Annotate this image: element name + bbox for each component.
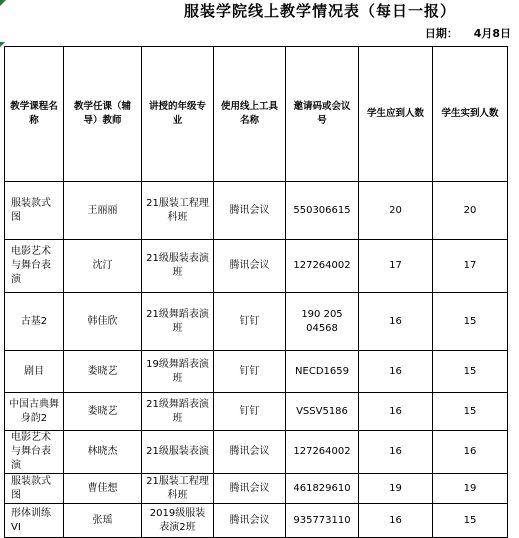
- table-row: [5, 182, 508, 240]
- cell-actual[interactable]: 20: [433, 182, 508, 240]
- cell-teacher[interactable]: 韩佳欣: [64, 293, 142, 351]
- cell-teacher[interactable]: 沈汀: [64, 240, 142, 293]
- cell-actual[interactable]: 17: [433, 240, 508, 293]
- cell-invite-code[interactable]: 935773110: [286, 504, 359, 538]
- cell-grade[interactable]: 21级舞蹈表演班: [142, 393, 214, 431]
- table-row: [5, 393, 508, 431]
- cell-course[interactable]: 剧目: [5, 351, 64, 393]
- cell-tool[interactable]: 腾讯会议: [214, 474, 286, 504]
- cell-tool[interactable]: 腾讯会议: [214, 182, 286, 240]
- cell-grade[interactable]: 21级服装表演: [142, 431, 214, 474]
- table-row: [5, 474, 508, 504]
- header-actual[interactable]: 学生实到人数: [433, 47, 508, 182]
- header-expected[interactable]: 学生应到人数: [359, 47, 433, 182]
- table-row: [5, 351, 508, 393]
- cell-tool[interactable]: 钉钉: [214, 393, 286, 431]
- cell-invite-code[interactable]: NECD1659: [286, 351, 359, 393]
- cell-tool[interactable]: 钉钉: [214, 351, 286, 393]
- cell-teacher[interactable]: 张瑶: [64, 504, 142, 538]
- cell-teacher[interactable]: 曹佳想: [64, 474, 142, 504]
- cell-teacher[interactable]: 林晓杰: [64, 431, 142, 474]
- sheet-title: 服装学院线上教学情况表（每日一报）: [183, 2, 456, 20]
- cell-grade[interactable]: 21级服装表演班: [142, 240, 214, 293]
- date-value: 4月8日: [473, 27, 511, 40]
- teaching-table: [4, 46, 508, 538]
- cell-expected[interactable]: 16: [359, 431, 433, 474]
- cell-teacher[interactable]: 娄晓艺: [64, 351, 142, 393]
- cell-teacher[interactable]: 王丽丽: [64, 182, 142, 240]
- cell-invite-code[interactable]: 461829610: [286, 474, 359, 504]
- table-row: [5, 293, 508, 351]
- cell-expected[interactable]: 19: [359, 474, 433, 504]
- cell-grade[interactable]: 21级舞蹈表演班: [142, 293, 214, 351]
- header-tool[interactable]: 使用线上工具名称: [214, 47, 286, 182]
- cell-course[interactable]: 古基2: [5, 293, 64, 351]
- cell-invite-code[interactable]: 127264002: [286, 431, 359, 474]
- header-row: [5, 47, 508, 182]
- cell-course[interactable]: 电影艺术与舞台表演: [5, 240, 64, 293]
- cell-tool[interactable]: 钉钉: [214, 293, 286, 351]
- cell-grade[interactable]: 2019级服装表演2班: [142, 504, 214, 538]
- cell-actual[interactable]: 15: [433, 393, 508, 431]
- cell-grade[interactable]: 21服装工程理科班: [142, 182, 214, 240]
- cell-actual[interactable]: 19: [433, 474, 508, 504]
- date-row: [425, 24, 511, 44]
- cell-course[interactable]: 服装款式图: [5, 474, 64, 504]
- cell-grade[interactable]: 19级舞蹈表演班: [142, 351, 214, 393]
- cell-course[interactable]: 电影艺术与舞台表演: [5, 431, 64, 474]
- table-row: [5, 240, 508, 293]
- cell-actual[interactable]: 16: [433, 431, 508, 474]
- date-label: 日期：: [424, 27, 458, 40]
- cell-tool[interactable]: 腾讯会议: [214, 504, 286, 538]
- cell-teacher[interactable]: 娄晓艺: [64, 393, 142, 431]
- cell-expected[interactable]: 16: [359, 393, 433, 431]
- cell-course[interactable]: 服装款式图: [5, 182, 64, 240]
- cell-invite-code[interactable]: VSSV5186: [286, 393, 359, 431]
- cell-course[interactable]: 形体训练VI: [5, 504, 64, 538]
- cell-invite-code[interactable]: 190 205 04568: [286, 293, 359, 351]
- header-invite-code[interactable]: 邀请码或会议号: [286, 47, 359, 182]
- cell-grade[interactable]: 21服装工程理科班: [142, 474, 214, 504]
- cell-expected[interactable]: 16: [359, 351, 433, 393]
- table-row: [5, 504, 508, 538]
- header-grade[interactable]: 讲授的年级专业: [142, 47, 214, 182]
- cell-expected[interactable]: 16: [359, 504, 433, 538]
- header-teacher[interactable]: 教学任课（辅导）教师: [64, 47, 142, 182]
- cell-expected[interactable]: 16: [359, 293, 433, 351]
- cell-expected[interactable]: 20: [359, 182, 433, 240]
- header-course[interactable]: 教学课程名称: [5, 47, 64, 182]
- cell-invite-code[interactable]: 127264002: [286, 240, 359, 293]
- cell-actual[interactable]: 15: [433, 293, 508, 351]
- table-row: [5, 431, 508, 474]
- cell-tool[interactable]: 腾讯会议: [214, 431, 286, 474]
- cell-actual[interactable]: 15: [433, 351, 508, 393]
- cell-tool[interactable]: 腾讯会议: [214, 240, 286, 293]
- cell-course[interactable]: 中国古典舞身韵2: [5, 393, 64, 431]
- cell-expected[interactable]: 17: [359, 240, 433, 293]
- cell-actual[interactable]: 15: [433, 504, 508, 538]
- cell-invite-code[interactable]: 550306615: [286, 182, 359, 240]
